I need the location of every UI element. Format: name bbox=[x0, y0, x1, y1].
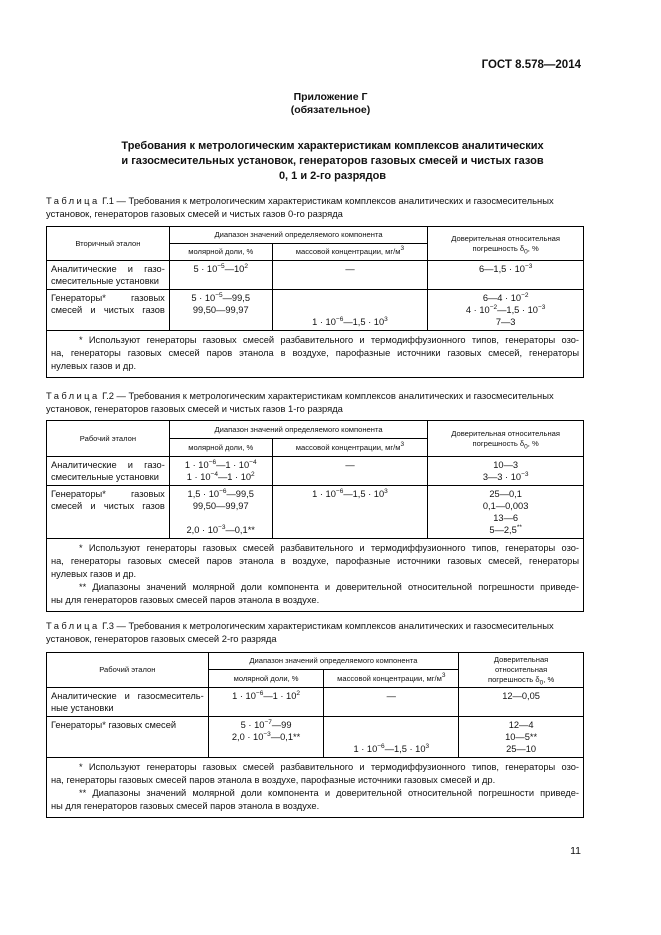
table1-row2-mass: $1 \cdot 10^{-6}—1,5 \cdot 10^3$ bbox=[272, 290, 428, 331]
table2-row1-molar: $1 \cdot 10^{-6}—1 \cdot 10^{-4}$ $1 \cdot 10^{-4}—1 \cdot 10^2$ bbox=[169, 457, 272, 486]
table-row bbox=[47, 290, 584, 331]
table3-row1-name: Аналитические и газосмеситель- ные установки bbox=[47, 688, 209, 717]
standard-number: ГОСТ 8.578—2014 bbox=[481, 59, 581, 71]
table-row bbox=[47, 457, 584, 486]
table2-header-range: Диапазон значений определяемого компонента bbox=[169, 421, 427, 439]
table2-header-mass: массовой концентрации, $мг/м^3$ bbox=[272, 439, 428, 457]
table2-row1-mass: — bbox=[272, 457, 428, 486]
table2-row2-mass: $1 \cdot 10^{-6}—1,5 \cdot 10^3$ bbox=[272, 486, 428, 539]
table3-header-error: Доверительная относительная погрешность $\delta_0$, % bbox=[459, 653, 584, 688]
table2-caption: Таблица Г.2 — Требования к метрологическим характеристикам комплексов аналитических и газосмесительных установок, генераторов газовых смесей и чистых газов 1-го разряда bbox=[46, 390, 554, 414]
table2-header-error: Доверительная относительная погрешность $\delta_0$, % bbox=[428, 421, 584, 457]
table1-header-range: Диапазон значений определяемого компонента bbox=[169, 227, 427, 244]
table1-row1-error: 6—1,5 · $10^{-3}$ bbox=[428, 261, 584, 290]
table-row bbox=[47, 688, 584, 717]
table2-row1-error: 10—3 3—3 · $10^{-3}$ bbox=[428, 457, 584, 486]
table3-row1-molar: $1 \cdot 10^{-6}—1 \cdot 10^2$ bbox=[208, 688, 324, 717]
table1-row2-error: 6—4 · $10^{-2}$ $4 \cdot 10^{-2}—1,5 \cdot 10^{-3}$ 7—3 bbox=[428, 290, 584, 331]
table-row bbox=[47, 486, 584, 539]
table1-header-standard: Вторичный эталон bbox=[47, 227, 170, 261]
table3-row1-mass: — bbox=[324, 688, 459, 717]
table1-row1-molar: $5 \cdot 10^{-5}—10^2$ bbox=[169, 261, 272, 290]
table1-note: * Используют генераторы газовых смесей разбавительного и термодиффузионного типов, генераторы озо- на, генераторы газовых смесей паров этанола в воздухе, парофазные источники газовых смесей, генераторы нулевых газов и др. bbox=[47, 331, 584, 378]
table2-row2-molar: $1,5 \cdot 10^{-6}—99,5$ 99,50—99,97 $2,0 \cdot 10^{-3}—0,1**$ bbox=[169, 486, 272, 539]
table3-caption: Таблица Г.3 — Требования к метрологическим характеристикам комплексов аналитических и газосмесительных установок, генераторов газовых смесей 2-го разряда bbox=[46, 620, 554, 644]
table2-row2-error: 25—0,1 0,1—0,003 13—6 5—2,5** bbox=[428, 486, 584, 539]
table3-note: * Используют генераторы газовых смесей разбавительного и термодиффузионного типов, генераторы озо- на, генераторы газовых смесей паров этанола в воздухе, парофазные источники газовых смесей и др. ** Диапазоны значений молярной доли компонента и доверительной относительной погрешности приведе- ны для генераторов газовых смесей паров этанола в воздухе. bbox=[47, 758, 584, 818]
table3-row2-molar: $5 \cdot 10^{-7}—99$ $2,0 \cdot 10^{-3}—0,1**$ bbox=[208, 717, 324, 758]
table3-header-mass: массовой концентрации, $мг/м^3$ bbox=[324, 670, 459, 688]
table2-header-molar: молярной доли, % bbox=[169, 439, 272, 457]
table1-header-error: Доверительная относительная погрешность $\delta_0$, % bbox=[428, 227, 584, 261]
table3-row2-error: 12—4 10—5** 25—10 bbox=[459, 717, 584, 758]
table2 bbox=[46, 420, 584, 612]
table1-row1-name: Аналитические и газо- смесительные установки bbox=[47, 261, 170, 290]
table-row bbox=[47, 717, 584, 758]
table3-header-standard: Рабочий эталон bbox=[47, 653, 209, 688]
table3 bbox=[46, 652, 584, 818]
table3-header-range: Диапазон значений определяемого компонента bbox=[208, 653, 458, 670]
page-number: 11 bbox=[570, 845, 581, 857]
table2-row2-name: Генераторы* газовых смесей и чистых газов bbox=[47, 486, 170, 539]
table1-header-mass: массовой концентрации, $мг/м^3$ bbox=[272, 244, 428, 261]
table3-row1-error: 12—0,05 bbox=[459, 688, 584, 717]
table2-note: * Используют генераторы газовых смесей разбавительного и термодиффузионного типов, генераторы озо- на, генераторы газовых смесей паров этанола в воздухе, парофазные источники газовых смесей, генераторы нулевых газов и др. ** Диапазоны значений молярной доли компонента и доверительной относительной погрешности приведе- ны для генераторов газовых смесей паров этанола в воздухе. bbox=[47, 539, 584, 612]
table2-header-standard: Рабочий эталон bbox=[47, 421, 170, 457]
table3-header-molar: молярной доли, % bbox=[208, 670, 324, 688]
table3-row2-name: Генераторы* газовых смесей bbox=[47, 717, 209, 758]
table1-row2-name: Генераторы* газовых смесей и чистых газов bbox=[47, 290, 170, 331]
appendix-title: Приложение Г bbox=[293, 91, 368, 103]
table1 bbox=[46, 226, 584, 378]
table1-caption: Таблица Г.1 — Требования к метрологическим характеристикам комплексов аналитических и газосмесительных установок, генераторов газовых смесей и чистых газов 0-го разряда bbox=[46, 195, 554, 219]
table1-header-molar: молярной доли, % bbox=[169, 244, 272, 261]
table1-row1-mass: — bbox=[272, 261, 428, 290]
table1-row2-molar: $5 \cdot 10^{-5}—99,5$ 99,50—99,97 bbox=[169, 290, 272, 331]
table-row bbox=[47, 261, 584, 290]
table3-row2-mass: $1 \cdot 10^{-6}—1,5 \cdot 10^3$ bbox=[324, 717, 459, 758]
section-heading: Требования к метрологическим характеристикам комплексов аналитических и газосмесительных установок, генераторов газовых смесей и чистых газов 0, 1 и 2-го разрядов bbox=[121, 140, 544, 182]
appendix-subtitle: (обязательное) bbox=[290, 104, 371, 116]
table2-row1-name: Аналитические и газо- смесительные установки bbox=[47, 457, 170, 486]
